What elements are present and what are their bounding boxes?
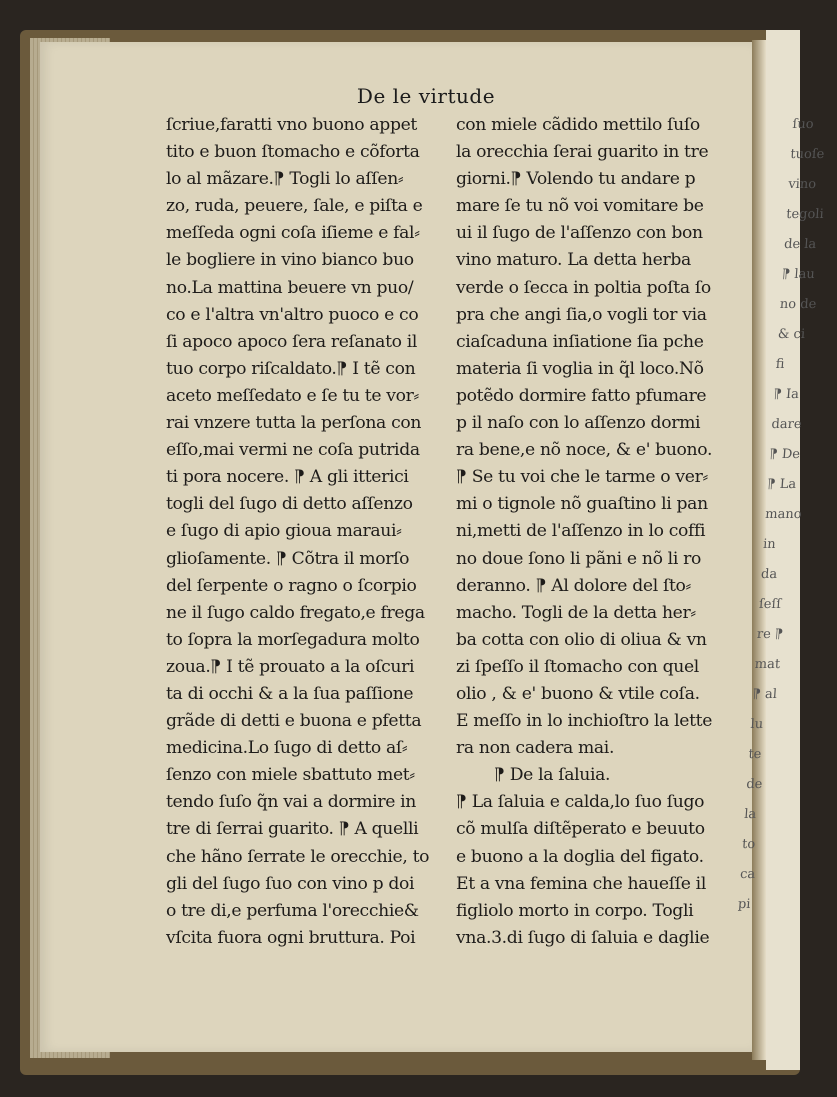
facing-page-fragment: ſuo <box>791 117 815 132</box>
facing-page-fragment: ⁋ La <box>766 477 797 492</box>
facing-page-fragment: ⁋ lau <box>781 267 816 282</box>
text-line: ba cotta con olio di oliua & vn <box>456 629 707 650</box>
text-line: ſcriue,faratti vno buono appet <box>166 115 417 135</box>
facing-page-fragment: ca <box>739 867 756 882</box>
text-line: eſſo,mai vermi ne coſa putrida <box>166 440 420 461</box>
text-line: tendo ſuſo q̃n vai a dormire in <box>166 792 417 813</box>
running-head: De le virtude <box>356 84 496 108</box>
facing-page-fragment: lu <box>750 717 764 732</box>
text-line: figliolo morto in corpo. Togli <box>456 900 694 921</box>
text-line: ui il ſugo de l'aſſenzo con bon <box>456 223 703 244</box>
facing-page-fragment: de la <box>783 237 817 252</box>
text-line: ⁋ Se tu voi che le tarme o ver⸗ <box>456 467 708 488</box>
text-line: materia ſi voglia in q̃l loco.Nõ <box>456 358 704 379</box>
text-line: ⁋ La ſaluia e calda,lo ſuo ſugo <box>456 792 705 813</box>
text-line: no.La mattina beuere vn puo/ <box>166 277 414 298</box>
text-line: zoua.⁋ I tẽ prouato a la oſcuri <box>166 656 415 677</box>
facing-page-fragment: te <box>747 747 762 762</box>
text-line: mare ſe tu nõ voi vomitare be <box>456 196 704 217</box>
text-line: meſſeda ogni coſa iſieme e fal⸗ <box>166 223 420 244</box>
text-line: potẽdo dormire fatto pfumare <box>456 385 707 406</box>
text-line: glioſamente. ⁋ Cõtra il morſo <box>166 548 410 569</box>
text-line: ra non cadera mai. <box>456 738 615 759</box>
text-line: E meſſo in lo inchioſtro la lette <box>456 711 713 732</box>
text-line: deranno. ⁋ Al dolore del ſto⸗ <box>456 575 691 596</box>
text-line: medicina.Lo ſugo di detto aſ⸗ <box>166 738 408 759</box>
text-line: zo, ruda, peuere, ſale, e piſta e <box>166 196 423 217</box>
facing-page-fragment: ⁋ al <box>752 687 778 702</box>
text-line: zi ſpeſſo il ſtomacho con quel <box>456 656 699 677</box>
text-line: p il naſo con lo aſſenzo dormi <box>456 413 701 434</box>
facing-page-fragment: da <box>760 567 778 582</box>
text-line: con miele cãdido mettilo ſuſo <box>456 115 700 135</box>
text-line: rai vnzere tutta la perſona con <box>166 413 422 434</box>
text-line: macho. Togli de la detta her⸗ <box>456 602 696 623</box>
text-line: grãde di detti e buona e pfetta <box>166 711 422 732</box>
text-line: olio , & e' buono & vtile coſa. <box>456 683 700 704</box>
text-line: giorni.⁋ Volendo tu andare p <box>456 169 696 190</box>
text-line: to ſopra la morſegadura molto <box>166 629 420 650</box>
text-line: vino maturo. La detta herba <box>456 250 691 271</box>
text-line: che hãno ſerrate le orecchie, to <box>166 846 430 867</box>
text-line: vſcita fuora ogni bruttura. Poi <box>166 927 416 948</box>
facing-page-fragment: fi <box>775 357 785 372</box>
facing-page-fragment: pi <box>737 897 751 912</box>
text-line: ſi apoco apoco ſera reſanato il <box>166 331 418 352</box>
facing-page-fragment: vino <box>787 177 817 192</box>
facing-page-fragment: & ci <box>777 327 806 342</box>
text-line: Et a vna femina che haueſſe il <box>456 873 706 894</box>
facing-page-fragment: re ⁋ <box>756 627 784 642</box>
text-line: o tre di,e perfuma l'orecchie& <box>166 900 419 921</box>
text-line: aceto meſſedato e ſe tu te vor⸗ <box>166 385 419 406</box>
text-line: ra bene,e nõ noce, & e' buono. <box>456 440 713 461</box>
text-line: vna.3.di ſugo di ſaluia e daglie <box>456 927 710 948</box>
facing-page-fragment: mat <box>754 657 781 672</box>
text-line: ni,metti de l'aſſenzo in lo coffi <box>456 521 706 542</box>
facing-page-fragment: la <box>743 807 757 822</box>
text-line: gli del ſugo ſuo con vino p doi <box>166 873 415 894</box>
text-line: tuo corpo riſcaldato.⁋ I tẽ con <box>166 358 416 379</box>
text-line: ti pora nocere. ⁋ A gli itterici <box>166 467 409 488</box>
text-line: e ſugo di apio gioua maraui⸗ <box>166 521 402 542</box>
text-line: pra che angi ſia,o vogli tor via <box>456 304 707 325</box>
facing-page-fragment: no de <box>779 297 817 312</box>
right-text-column <box>456 112 748 952</box>
text-line: ne il ſugo caldo fregato,e frega <box>166 602 425 623</box>
text-line: la orecchia ſerai guarito in tre <box>456 142 709 163</box>
facing-page-fragment: to <box>741 837 756 852</box>
facing-page-fragment: dare <box>771 417 803 432</box>
facing-page-fragment: de <box>745 777 763 792</box>
facing-page-fragment: tegoli <box>785 207 825 222</box>
facing-page-fragment: mano <box>764 507 803 522</box>
text-line: lo al mãzare.⁋ Togli lo aſſen⸗ <box>166 169 404 190</box>
facing-page-fragment: ⁋ De <box>768 447 801 462</box>
facing-page-fragment: in <box>762 537 777 552</box>
text-line: co e l'altra vn'altro puoco e co <box>166 304 419 325</box>
text-line: tre di ſerrai guarito. ⁋ A quelli <box>166 819 419 840</box>
facing-page-fragment: ſeſſ <box>758 597 782 612</box>
text-line: verde o ſecca in poltia poſta ſo <box>456 277 711 298</box>
text-line: tito e buon ſtomacho e cõforta <box>166 142 420 163</box>
text-line: cõ mulſa diſtẽperato e beuuto <box>456 819 705 840</box>
text-line: ſenzo con miele sbattuto met⸗ <box>166 765 415 786</box>
text-line: e buono a la doglia del figato. <box>456 846 704 867</box>
text-line: le bogliere in vino bianco buo <box>166 250 414 271</box>
text-line: ciaſcaduna inſiatione ſia pche <box>456 331 704 352</box>
text-line: ta di occhi & a la ſua paſſione <box>166 683 414 704</box>
text-line: del ſerpente o ragno o ſcorpio <box>166 575 417 596</box>
text-line: togli del ſugo di detto aſſenzo <box>166 494 413 515</box>
text-line: mi o tignole nõ guaſtino li pan <box>456 494 708 515</box>
text-line: ⁋ De la ſaluia. <box>494 765 611 786</box>
facing-page-edge <box>737 30 825 1070</box>
text-line: no doue ſono li pãni e nõ li ro <box>456 548 701 569</box>
facing-page-fragment: tuoſe <box>789 147 825 162</box>
left-text-column <box>166 112 452 952</box>
facing-page-fragment: ⁋ Ia <box>773 387 800 402</box>
